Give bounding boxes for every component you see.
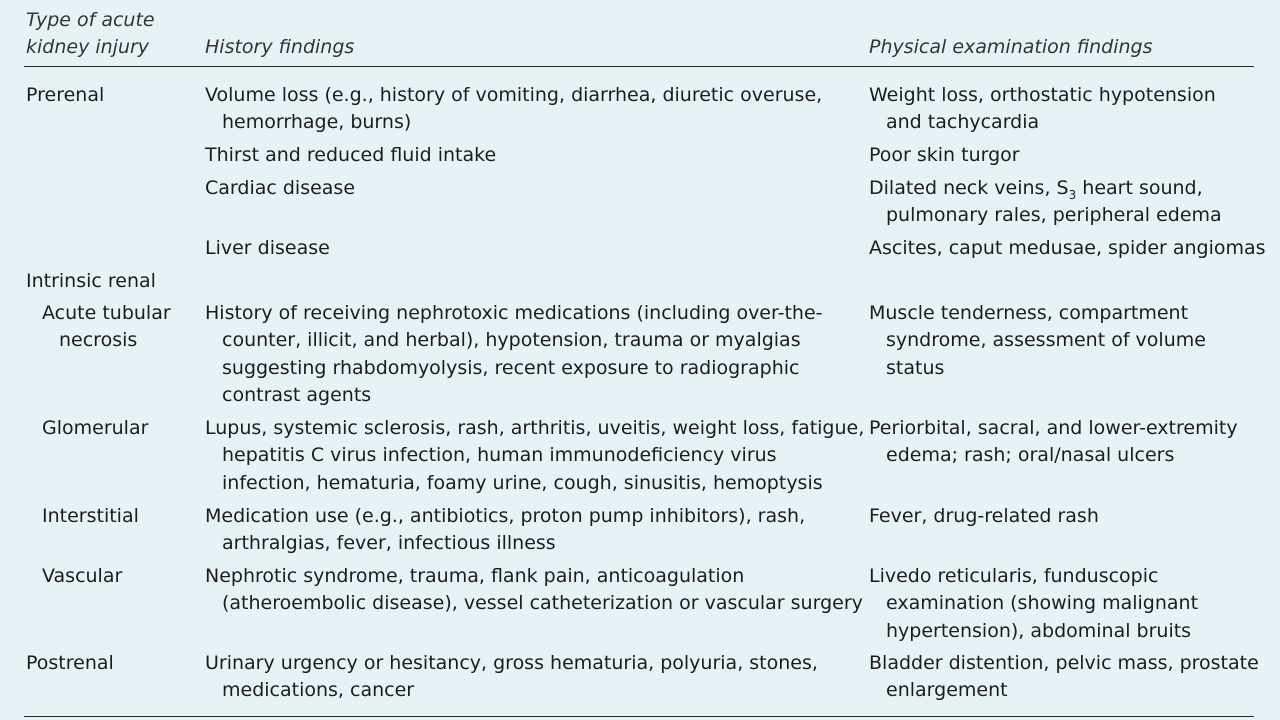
prerenal-exam-1: Weight loss, orthostatic hypotension and tachycardia (869, 84, 1216, 134)
row-label-atn: Acute tubular necrosis (42, 302, 171, 352)
row-label-intrinsic: Intrinsic renal (26, 270, 156, 292)
glomerular-exam: Periorbital, sacral, and lower-extremity edema; rash; oral/nasal ulcers (869, 417, 1238, 467)
row-label-postrenal: Postrenal (26, 652, 114, 674)
footer-rule (24, 716, 1254, 717)
header-rule (24, 66, 1254, 67)
row-label-interstitial: Interstitial (42, 505, 139, 527)
header-type-line1: Type of acute (26, 9, 155, 31)
atn-exam: Muscle tenderness, compartment syndrome, assessment of volume status (869, 302, 1206, 379)
vascular-exam: Livedo reticularis, funduscopic examination (showing malignant hypertension), abdominal bruits (869, 565, 1199, 642)
prerenal-exam-3: Dilated neck veins, $S_3$ heart sound, pulmonary rales, peripheral edema (869, 177, 1222, 227)
prerenal-history-2: Thirst and reduced fluid intake (205, 144, 497, 166)
postrenal-exam: Bladder distention, pelvic mass, prostate enlargement (869, 652, 1259, 702)
row-label-vascular: Vascular (42, 565, 123, 587)
header-exam-col: Physical examination findings (869, 36, 1153, 58)
postrenal-history: Urinary urgency or hesitancy, gross hematuria, polyuria, stones, medications, cancer (205, 652, 818, 702)
header-type-line2: kidney injury (26, 36, 150, 58)
row-label-prerenal: Prerenal (26, 84, 105, 106)
prerenal-history-1: Volume loss (e.g., history of vomiting, diarrhea, diuretic overuse, hemorrhage, burns) (205, 84, 823, 134)
vascular-history: Nephrotic syndrome, trauma, flank pain, anticoagulation (atheroembolic disease), vessel catheterization or vascular surgery (205, 565, 863, 615)
row-label-glomerular: Glomerular (42, 417, 149, 439)
interstitial-history: Medication use (e.g., antibiotics, proton pump inhibitors), rash, arthralgias, fever, infectious illness (205, 505, 806, 555)
table-header (0, 6, 1280, 62)
atn-history: History of receiving nephrotoxic medications (including over-the- counter, illicit, and herbal), hypotension, trauma or myalgias suggesting rhabdomyolysis, recent exposure to radiographic contrast agents (205, 302, 823, 406)
glomerular-history: Lupus, systemic sclerosis, rash, arthritis, uveitis, weight loss, fatigue, hepatitis C virus infection, human immunodeficiency virus infection, hematuria, foamy urine, cough, sinusitis, hemoptysis (205, 417, 865, 494)
header-type-col (26, 7, 155, 61)
prerenal-exam-4: Ascites, caput medusae, spider angiomas (869, 237, 1266, 259)
prerenal-exam-2: Poor skin turgor (869, 144, 1020, 166)
header-history-col: History findings (205, 36, 355, 58)
prerenal-history-4: Liver disease (205, 237, 330, 259)
interstitial-exam: Fever, drug-related rash (869, 505, 1099, 527)
prerenal-history-3: Cardiac disease (205, 177, 356, 199)
